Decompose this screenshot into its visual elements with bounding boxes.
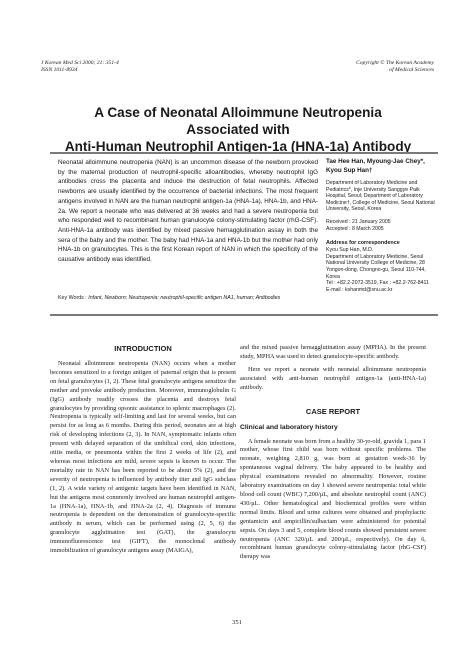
abstract-box — [50, 152, 438, 316]
introduction-final-paragraph: Here we report a neonate with neonatal alloimmune neutropenia associated with anti-human neutrophil antigen-1a (anti-HNA-1a) antibody. — [240, 365, 426, 391]
section-gap — [240, 393, 426, 407]
keywords-list: Infant, Newborn; Neutropenia; neutrophil-specific antigen NA1, human; Antibodies — [88, 295, 281, 301]
correspondence-email[interactable]: E-mail : kshanmd@snu.ac.kr — [326, 286, 393, 293]
introduction-paragraph: Neonatal alloimmune neutropenia (NAN) occurs when a mother becomes sensitized to a foreign antigen of paternal origin that is present on fetal granulocytes (1, 2). These fetal granulocyte antigens sensitize the mother and provoke antibody production. Moreover, immunoglobulin G (IgG) antibody readily crosses the placenta and destroys fetal granulocytes by providing opsonic assistance to splenic macrophages (2). Neutropenia is typically self-limiting and last for several weeks, but can persist for as long as 6 months. During this period, neonates are at high risk of developing infections (2, 3). In NAN, symptomatic infants often present with delayed separation of the umbilical cord, skin infections, otitis media, or pneumonia within the first 2 weeks of life (2), and whereas most infections are mild, severe sepsis is known to occur. The mortality rate in NAN has been reported to be about 5% (2), and the severity of neutropenia is influenced by antibody titer and IgG subclass (1, 2). A wide variety of antigenic targets have been identified in NAN, but the antigens most commonly involved are human neutrophil antigen-1a (HNA-1a), HNA-1b, and HNA-2a (2, 4). Diagnosis of immune neutropenia is dependent on the demonstration of granulocyte-specific antibody in serum, which can be performed using (2, 5, 6) the granulocyte agglutination test (GAT), the granulocyte immunofluorescence test (GIFT), the monoclonal antibody immobilization of granulocyte antigens assay (MAIGA), — [50, 360, 236, 555]
right-column — [240, 344, 426, 562]
article-title-line2: Anti-Human Neutrophil Antigen-1a (HNA-1a) Antibody — [64, 139, 412, 154]
author-names-line1: Tae Hee Han, Myoung-Jae Chey*, — [326, 158, 425, 165]
correspondence-address — [326, 247, 438, 293]
left-column — [50, 344, 236, 556]
issn-line: ISSN 1011-8934 — [41, 67, 78, 73]
keywords — [58, 295, 326, 302]
article-title — [58, 104, 418, 155]
author-names — [326, 158, 438, 175]
article-title-line1: A Case of Neonatal Alloimmune Neutropenia Associated with — [94, 105, 382, 137]
case-report-heading: CASE REPORT — [305, 406, 361, 416]
correspondence-department: Department of Laboratory Medicine, Seoul National University College of Medicine, 28 Yongon-dong, Chongno-gu, Seoul 110-744, Korea — [326, 253, 426, 280]
author-affiliation: Department of Laboratory Medicine and Pediatrics*, Inje University Sanggye Paik Hospital, Seoul; Department of Laboratory Medicine†, College of Medicine, Seoul National University, Seoul, Korea — [326, 180, 435, 213]
copyright-line: Copyright © The Korean Academy — [356, 60, 434, 66]
correspondence-label: Address for correspondence — [326, 240, 400, 247]
submission-dates — [326, 219, 438, 232]
keywords-label: Key Words : — [58, 295, 87, 301]
correspondence-name: Kyou Sup Han, M.D. — [326, 247, 374, 254]
introduction-continuation: and the mixed passive hemagglutination assay (MPHA). In the present study, MPHA was used to detect granulocyte-specific antibody. — [240, 344, 426, 360]
introduction-heading: INTRODUCTION — [114, 344, 172, 353]
correspondence-phone: Tel : +82.2-2072-3519, Fax : +82.2-762-8411 — [326, 280, 429, 287]
abstract-text: Neonatal alloimmune neutropenia (NAN) is an uncommon disease of the newborn provoked by the maternal production of neutrophil-specific alloantibodies, whereby neutrophil IgG antibodies cross the placenta and induce the destruction of fetal neutrophils. Affected newborns are usually identified by the occurrence of bacterial infections. The most frequent antigens involved in NAN are the human neutrophil antigen-1a (HNA-1a), HNA-1b, and HNA-2a. We report a neonate who was delivered at 36 weeks and had a severe neutropenia but who responded well to recombinant human granulocyte colony-stimulating factor (rhG-CSF). Anti-HNA-1a antibody was identified by mixed passive hemagglutination assay in both the sera of the baby and the mother. The baby had HNA-1a and HNA-1b but the mother had only HNA-1b on granulocytes. This is the first Korean report of NAN in which the specificity of the causative antibody was identified. — [58, 159, 318, 264]
journal-citation-line: J Korean Med Sci 2006; 21: 351-4 — [41, 60, 119, 66]
copyright-publisher-line: of Medical Sciences — [389, 67, 434, 73]
author-names-line2: Kyou Sup Han† — [326, 166, 373, 174]
case-report-paragraph: A female neonate was born from a healthy 30-yr-old, gravida 1, para 1 mother, whose first child was born without specific problems. The neonate, weighing 2,810 g, was born at gestation week-36 by spontaneous vaginal delivery. The baby appeared to be healthy and physical examinations revealed no abnormality. However, routine laboratory examinations on day 1 showed severe neutropenia: total white blood cell count (WBC) 7,200/μL, and absolute neutrophil count (ANC) 430/μL. Other hematological and biochemical profiles were within normal limits. Blood and urine cultures were obtained and prophylactic gentamicin and ampicillin/sulbactam were administered for potential sepsis. On days 3 and 5, complete blood counts showed persistent severe neutropenia (ANC 320/μL and 200/μL, respectively). On day 6, recombinant human granulocyte colony-stimulating factor (rhG-CSF) therapy was — [240, 437, 426, 561]
accepted-date: Accepted : 8 March 2005 — [326, 225, 384, 232]
clinical-history-subheading: Clinical and laboratory history — [240, 423, 338, 431]
copyright-notice — [356, 60, 434, 74]
journal-citation — [41, 60, 119, 74]
received-date: Received : 21 January 2005 — [326, 218, 391, 225]
author-info — [326, 158, 438, 293]
page-number: 351 — [232, 619, 242, 626]
